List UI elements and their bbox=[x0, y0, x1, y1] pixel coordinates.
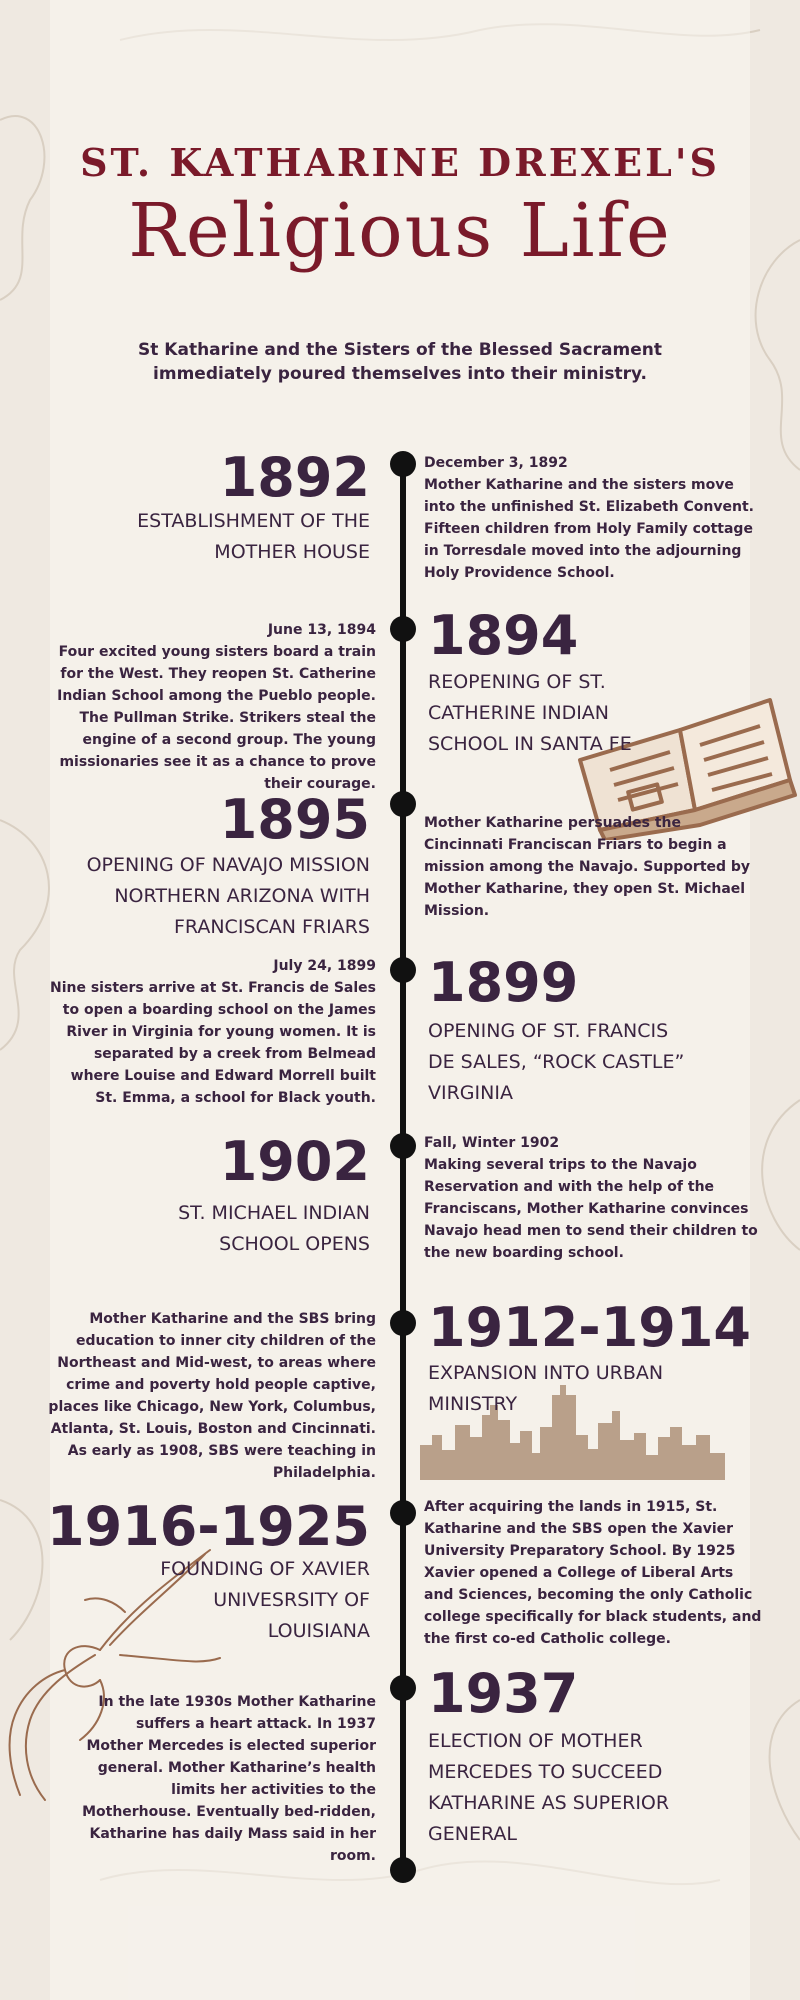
text-1937: In the late 1930s Mother Katharine suffers a heart attack. In 1937 Mother Mercedes is elected superior general. Mother Katharine’s health limits her activities to the Motherhouse. Eventually bed-ridden, Katharine has daily Mass said in her room. bbox=[82, 1694, 376, 1864]
timeline-dot-1902 bbox=[390, 1133, 416, 1159]
date-1892: December 3, 1892 bbox=[424, 455, 568, 471]
year-1899: 1899 bbox=[428, 951, 579, 1014]
heading-1895: OPENING OF NAVAJO MISSION NORTHERN ARIZONA WITH FRANCISCAN FRIARS bbox=[86, 854, 370, 938]
text-1899: Nine sisters arrive at St. Francis de Sales to open a boarding school on the James River in Virginia for young women. It is separated by a creek from Belmead where Louise and Edward Morrell built St. Emma, a school for Black youth. bbox=[50, 980, 376, 1106]
timeline-dot-1895 bbox=[390, 791, 416, 817]
date-1894: June 13, 1894 bbox=[267, 622, 376, 638]
text-1892: Mother Katharine and the sisters move into the unfinished St. Elizabeth Convent. Fifteen children from Holy Family cottage in Torresdale moved into the adjourning Holy Providence School. bbox=[424, 477, 754, 581]
year-1892: 1892 bbox=[219, 446, 370, 509]
entry-1894 bbox=[46, 619, 376, 795]
text-1895: Mother Katharine persuades the Cincinnati Franciscan Friars to begin a mission among the Navajo. Supported by Mother Katharine, they open St. Michael Mission. bbox=[424, 815, 751, 919]
date-1902: Fall, Winter 1902 bbox=[424, 1135, 560, 1151]
heading-1916-1925: FOUNDING OF XAVIER UNIVESRSITY OF LOUISIANA bbox=[160, 1558, 370, 1642]
year-1916-1925: 1916-1925 bbox=[47, 1495, 370, 1558]
timeline-line bbox=[400, 462, 406, 1872]
heading-1899: OPENING OF ST. FRANCIS DE SALES, “ROCK CASTLE” VIRGINIA bbox=[428, 1020, 685, 1104]
text-1916-1925: After acquiring the lands in 1915, St. Katharine and the SBS open the Xavier University Preparatory School. By 1925 Xavier opened a College of Liberal Arts and Sciences, becoming the only Catholic college specifically for black students, and the first co-ed Catholic college. bbox=[424, 1499, 762, 1647]
text-1912-1914: Mother Katharine and the SBS bring education to inner city children of the Northeast and Mid-west, to areas where crime and poverty hold people captive, places like Chicago, New York, Columbus, Atlanta, St. Louis, Boston and Cincinnati. As early as 1908, SBS were teaching in Philadelphia. bbox=[48, 1311, 376, 1481]
year-1912-1914: 1912-1914 bbox=[428, 1296, 751, 1359]
timeline-dot-1916 bbox=[390, 1500, 416, 1526]
entry-1937 bbox=[76, 1691, 376, 1867]
timeline-dot-end bbox=[390, 1857, 416, 1883]
heading-1892: ESTABLISHMENT OF THE MOTHER HOUSE bbox=[137, 510, 370, 563]
entry-1916-1925 bbox=[424, 1496, 764, 1650]
entry-1899 bbox=[46, 955, 376, 1109]
heading-1912-1914: EXPANSION INTO URBAN MINISTRY bbox=[428, 1362, 664, 1415]
timeline-dot-1892 bbox=[390, 451, 416, 477]
intro-text: St Katharine and the Sisters of the Blessed Sacrament immediately poured themselves into their ministry. bbox=[138, 340, 662, 384]
timeline-dot-1899 bbox=[390, 957, 416, 983]
year-1902: 1902 bbox=[219, 1130, 370, 1193]
heading-1937: ELECTION OF MOTHER MERCEDES TO SUCCEED KATHARINE AS SUPERIOR GENERAL bbox=[428, 1730, 670, 1845]
year-1937: 1937 bbox=[428, 1662, 579, 1725]
page-title: Religious Life bbox=[128, 188, 672, 274]
heading-1902: ST. MICHAEL INDIAN SCHOOL OPENS bbox=[178, 1202, 370, 1255]
timeline-dot-1912 bbox=[390, 1310, 416, 1336]
entry-1895 bbox=[424, 812, 754, 922]
entry-1892 bbox=[424, 452, 764, 584]
text-1894: Four excited young sisters board a train for the West. They reopen St. Catherine Indian School among the Pueblo people. The Pullman Strike. Strikers steal the engine of a second group. The young missionaries see it as a chance to prove their courage. bbox=[57, 644, 376, 792]
entry-1902 bbox=[424, 1132, 764, 1264]
text-1902: Making several trips to the Navajo Reservation and with the help of the Franciscans, Mother Katharine convinces Navajo head men to send their children to the new boarding school. bbox=[424, 1157, 758, 1261]
entry-1912-1914 bbox=[46, 1308, 376, 1484]
year-1895: 1895 bbox=[219, 788, 370, 851]
heading-1894: REOPENING OF ST. CATHERINE INDIAN SCHOOL IN SANTA FE bbox=[428, 671, 632, 755]
title-top: ST. KATHARINE DREXEL'S bbox=[80, 140, 720, 185]
timeline-dot-1894 bbox=[390, 616, 416, 642]
year-1894: 1894 bbox=[428, 604, 579, 667]
date-1899: July 24, 1899 bbox=[273, 958, 376, 974]
timeline-dot-1937 bbox=[390, 1675, 416, 1701]
